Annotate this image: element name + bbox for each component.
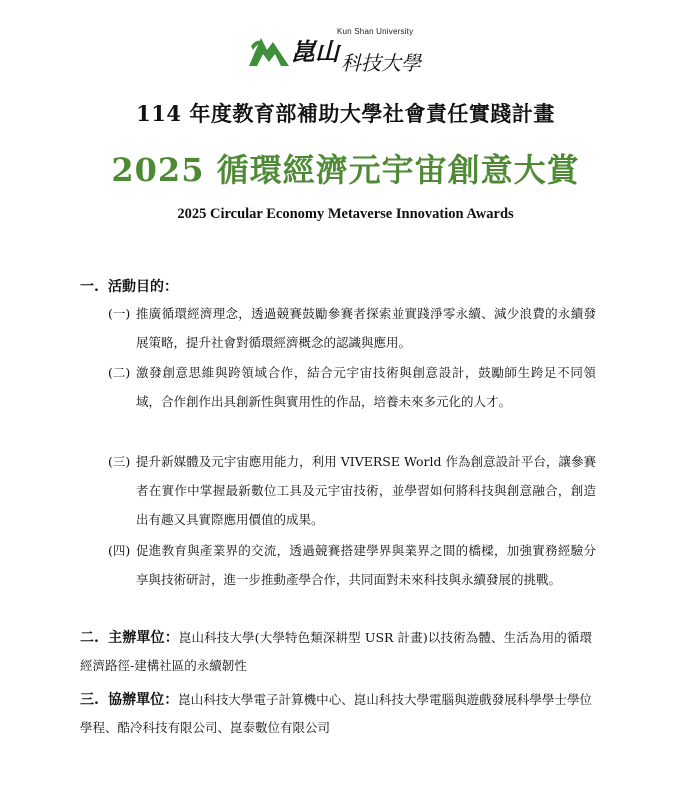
document-title-en: 2025 Circular Economy Metaverse Innovation Awards bbox=[177, 206, 514, 222]
objective-marker: (三) bbox=[108, 454, 131, 469]
section-1-number: 一. bbox=[80, 279, 99, 295]
objective-text: 激發創意思維與跨領域合作，結合元宇宙技術與創意設計，鼓勵師生跨足不同領域，合作創作出具創新性與實用性的作品，培養未來多元化的人才。 bbox=[136, 365, 596, 409]
objective-marker: (一) bbox=[108, 306, 131, 321]
section-3-label: 協辦單位： bbox=[108, 692, 179, 708]
section-2-text: 崑山科技大學(大學特色類深耕型 USR 計畫)以技術為體、生活為用的循環經濟路徑-建構社區的永續韌性 bbox=[80, 630, 593, 673]
section-1-title: 活動目的： bbox=[108, 279, 178, 295]
objective-text: 提升新媒體及元宇宙應用能力，利用 VIVERSE World 作為創意設計平台，讓參賽者在實作中掌握最新數位工具及元宇宙技術，並學習如何將科技與創意融合，創造出有趣又具實際應用價值的成果。 bbox=[136, 454, 596, 527]
kun-shan-university-logo-icon bbox=[247, 32, 291, 68]
objective-item bbox=[108, 299, 596, 357]
section-2-organizer bbox=[80, 624, 592, 680]
section-2-label: 主辦單位： bbox=[108, 630, 179, 646]
section-3-number: 三. bbox=[80, 692, 99, 708]
objective-item bbox=[108, 536, 596, 594]
section-2-number: 二. bbox=[80, 630, 99, 646]
logo-name-zh-2: 科技大學 bbox=[341, 51, 421, 75]
objective-marker: (四) bbox=[108, 543, 131, 558]
university-logo bbox=[247, 27, 427, 75]
objective-text: 促進教育與產業界的交流，透過競賽搭建學界與業界之間的橋樑，加強實務經驗分享與技術研討，進一步推動產學合作，共同面對未來科技與永續發展的挑戰。 bbox=[136, 543, 596, 587]
document-title: 2025 循環經濟元宇宙創意大賞 bbox=[111, 151, 580, 189]
objective-marker: (二) bbox=[108, 365, 131, 380]
objective-item bbox=[108, 358, 596, 416]
logo-name-en: Kun Shan University bbox=[337, 27, 414, 36]
logo-name-zh-1: 崑山 bbox=[291, 37, 339, 66]
section-1-heading bbox=[80, 276, 178, 296]
document-subtitle: 114 年度教育部補助大學社會責任實踐計畫 bbox=[136, 101, 555, 126]
section-3-text: 崑山科技大學電子計算機中心、崑山科技大學電腦與遊戲發展科學學士學位學程、酷冷科技有限公司、崑泰數位有限公司 bbox=[80, 692, 592, 735]
objective-item bbox=[108, 447, 596, 534]
objective-text: 推廣循環經濟理念，透過競賽鼓勵參賽者探索並實踐淨零永續、減少浪費的永續發展策略，提升社會對循環經濟概念的認識與應用。 bbox=[136, 306, 596, 350]
section-3-co-organizer bbox=[80, 686, 592, 742]
